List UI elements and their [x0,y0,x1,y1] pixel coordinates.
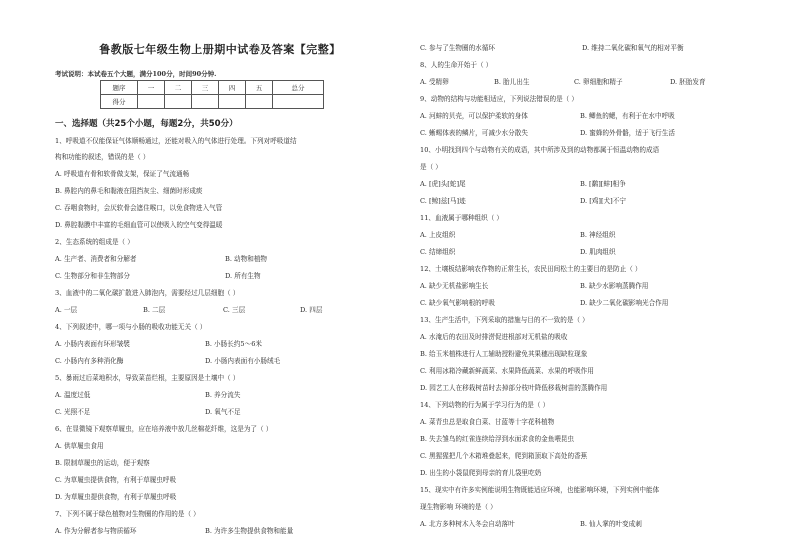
option-line: A. 供草履虫食用 [55,442,104,450]
option-line: B. 失去雏鸟的红雀连续给浮到水面求食的金鱼喂昆虫 [420,435,575,443]
question-line: 13、生产生活中，下列采取的措施与目的不一致的是（ ） [420,316,589,324]
option-line: D. 缺少二氧化碳影响光合作用 [580,299,669,307]
option-line: B. 给玉米植株进行人工辅助授粉避免其果穗出现缺粒现象 [420,350,588,358]
score-input-cell [165,95,192,109]
option-line: A. 小肠内表面有环形皱襞 [55,340,130,348]
question-line: 10、小明找到四个与动物有关的成语，其中所涉及到的动物都属于恒温动物的成语 [420,146,660,154]
question-line: 14、下列动物的行为属于学习行为的是（ ） [420,401,550,409]
page-title: 鲁教版七年级生物上册期中试卷及答案【完整】 [99,43,341,56]
option-line: A. 受精卵 [420,78,449,86]
option-line: A. 缺少无机盐影响生长 [420,282,489,290]
option-line: C. 三层 [223,306,246,314]
score-input-cell [219,95,246,109]
option-line: B. 胎儿出生 [494,78,530,86]
score-cell: 四 [219,81,246,95]
score-input-cell [273,95,324,109]
option-line: A. 北方多种树木入冬会自动落叶 [420,520,515,528]
section-heading: 一、选择题（共25个小题，每题2分，共50分） [55,119,238,129]
option-line: D. 胚胎发育 [670,78,706,86]
score-table-header-row [101,81,324,95]
option-line: A. [虎]头[蛇]尾 [420,180,466,188]
option-line: C. 缺少氧气影响根的呼吸 [420,299,495,307]
score-table-score-row [101,95,324,109]
score-input-cell [192,95,219,109]
option-line: C. 小肠内有多种消化酶 [55,357,124,365]
score-cell: 得分 [101,95,138,109]
option-line: A. 河蚌的贝壳，可以保护柔软的身体 [420,112,528,120]
question-line: 11、血液属于哪种组织（ ） [420,214,504,222]
option-line: A. 一层 [55,306,78,314]
option-line: C. 参与了生物圈的水循环 [420,44,495,52]
option-line: D. 所有生物 [225,272,261,280]
score-cell: 总分 [273,81,324,95]
option-line: C. 光照不足 [55,408,91,416]
question-line: 现生物影响 环境的是（ ） [420,503,497,511]
option-line: A. 菜青虫总是取食白菜、甘蓝等十字花科植物 [420,418,555,426]
score-input-cell [138,95,165,109]
score-cell: 题序 [101,81,138,95]
question-line: 7、下列不属于绿色植物对生物圈的作用的是（ ） [55,510,200,518]
option-line: A. 温度过低 [55,391,91,399]
option-line: D. 小肠内表面有小肠绒毛 [205,357,281,365]
option-line: A. 上皮组织 [420,231,456,239]
question-line: 2、生态系统的组成是（ ） [55,238,134,246]
option-line: B. 限制草履虫的运动，便于观察 [55,459,150,467]
option-line: A. 作为分解者参与物质循环 [55,527,137,535]
option-line: D. 出生的小袋鼠爬到母亲的育儿袋里吃奶 [420,469,542,477]
option-line: B. 鼻腔内的鼻毛和黏液在阻挡灰尘、细菌时形成痰 [55,187,203,195]
question-line: 8、人的生命开始于（ ） [420,61,493,69]
question-line: 是（ ） [420,163,442,171]
option-line: C. 利用冰箱冷藏新鲜蔬菜、水果降低蔬菜、水果的呼吸作用 [420,367,594,375]
option-line: B. 鲫鱼的鳃，有利于在水中呼吸 [580,112,675,120]
option-line: C. 蜥蜴体表的鳞片，可减少水分散失 [420,129,528,137]
question-line: 1、呼吸道不仅能保证气体顺畅通过，还能对吸入的气体进行处理。下列对呼吸道结 [55,137,297,145]
exam-note: 考试说明：本试卷五个大题，满分100分，时间90分钟. [55,70,217,78]
question-line: 4、下列叙述中，哪一项与小肠的吸收功能无关（ ） [55,323,207,331]
option-line: B. [鹬][蚌]相争 [580,180,626,188]
option-line: C. [鲸]兹[马]迹 [420,197,466,205]
score-cell: 一 [138,81,165,95]
score-input-cell [246,95,273,109]
option-line: A. 水淹后的农田及时排涝促进根部对无机盐的吸收 [420,333,568,341]
option-line: C. 吞咽食物时，会厌软骨会遮住喉口，以免食物进入气管 [55,204,223,212]
score-table [100,80,324,109]
option-line: D. 肌肉组织 [580,248,616,256]
option-line: B. 仙人掌的叶变成刺 [580,520,642,528]
option-line: D. [鸡][犬]不宁 [580,197,626,205]
option-line: B. 动物和植物 [225,255,268,263]
question-line: 15、现实中有许多实例能说明生物既能适应环境，也能影响环境，下列实例中能体 [420,486,660,494]
option-line: A. 呼吸道有骨和软骨做支架，保证了气流通畅 [55,170,190,178]
question-line: 构和功能的叙述，错误的是（ ） [55,153,150,161]
option-line: C. 黑猩猩把几个木箱堆叠起来，爬到箱顶取下高处的香蕉 [420,452,588,460]
question-line: 12、土壤板结影响农作物的正常生长，农民田间松土的主要目的是防止（ ） [420,265,642,273]
question-line: 3、血液中的二氧化碳扩散进入肺泡内，需要经过几层细胞（ ） [55,289,240,297]
option-line: D. 维持二氧化碳和氧气的相对平衡 [582,44,684,52]
score-cell: 二 [165,81,192,95]
option-line: A. 生产者、消费者和分解者 [55,255,137,263]
option-line: B. 小肠长约5～6米 [205,340,262,348]
option-line: C. 结缔组织 [420,248,456,256]
option-line: D. 四层 [300,306,323,314]
option-line: D. 鼻腔黏膜中丰富的毛细血管可以使吸入的空气变得温暖 [55,221,223,229]
option-line: B. 二层 [143,306,166,314]
score-cell: 三 [192,81,219,95]
option-line: D. 为草履虫提供食物，有利于草履虫呼吸 [55,493,177,501]
option-line: C. 为草履虫提供食物，有利于草履虫呼吸 [55,476,177,484]
option-line: B. 神经组织 [580,231,616,239]
option-line: C. 生物部分和非生物部分 [55,272,130,280]
option-line: D. 氧气不足 [205,408,241,416]
option-line: B. 为许多生物提供食物和能量 [205,527,294,535]
option-line: C. 卵细胞和精子 [574,78,623,86]
option-line: D. 园艺工人在移栽树苗时去掉部分枝叶降低移栽树苗的蒸腾作用 [420,384,608,392]
question-line: 6、在显微镜下观察草履虫，应在培养液中放几丝棉花纤维，这是为了（ ） [55,425,273,433]
question-line: 9、动物的结构与功能相适应，下列说法错误的是（ ） [420,95,578,103]
question-line: 5、暴雨过后菜地积水，导致菜苗烂根，主要原因是土壤中（ ） [55,374,240,382]
score-cell: 五 [246,81,273,95]
option-line: B. 养分流失 [205,391,241,399]
option-line: D. 蜜蜂的外骨骼，适于飞行生活 [580,129,675,137]
option-line: B. 缺少水影响蒸腾作用 [580,282,649,290]
